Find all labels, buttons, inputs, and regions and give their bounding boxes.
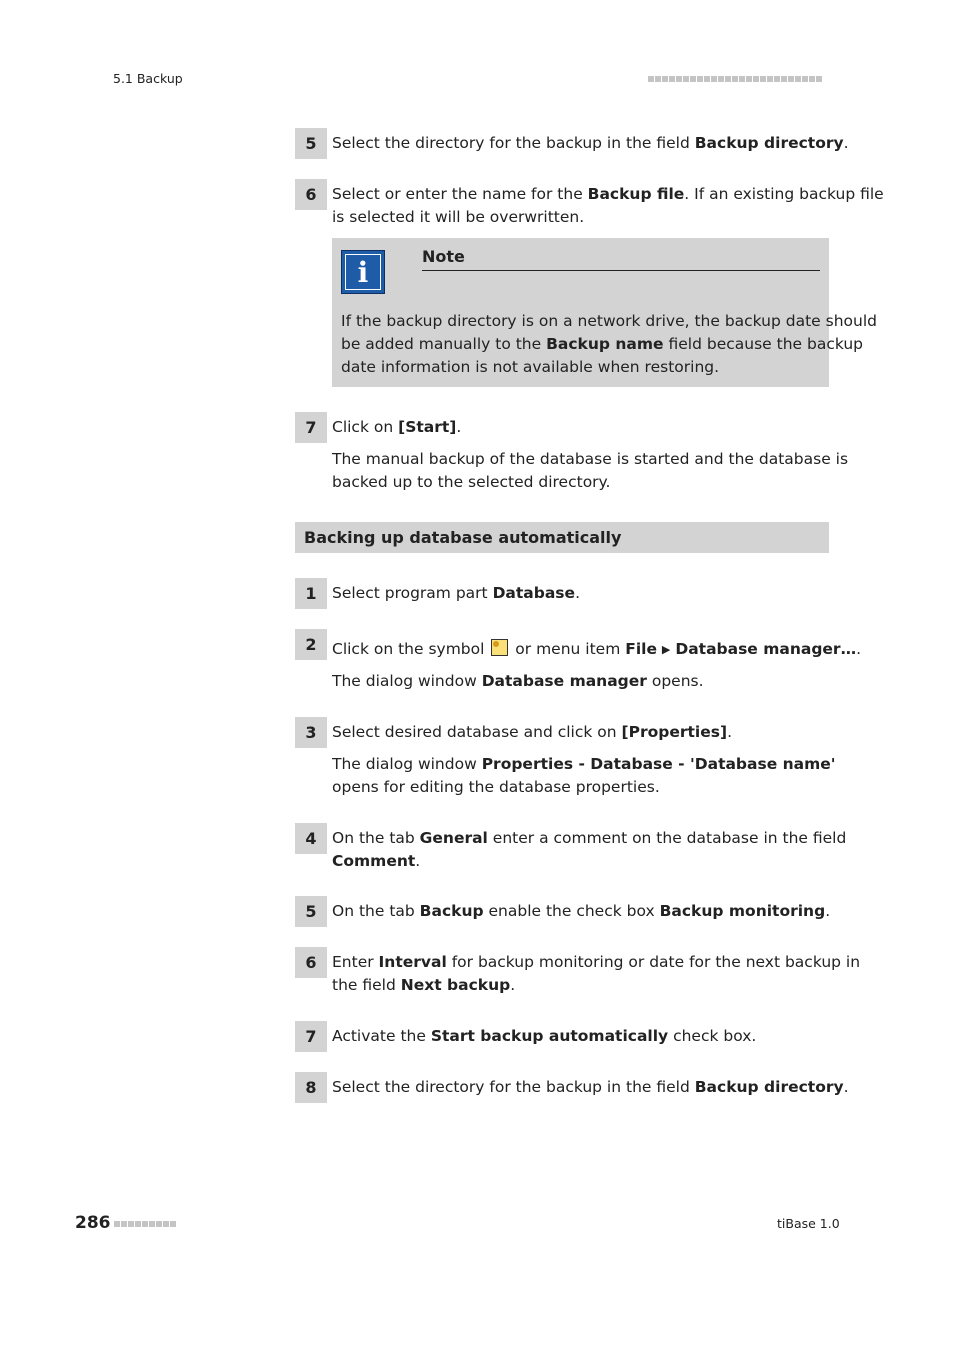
step-number: 6 bbox=[295, 947, 327, 978]
step-text: Select or enter the name for the Backup file. If an existing backup file is selected it will be overwritten. bbox=[332, 185, 884, 226]
step-number: 6 bbox=[295, 179, 327, 210]
step-number: 8 bbox=[295, 1072, 327, 1103]
menu-arrow-icon: ▶ bbox=[661, 643, 671, 656]
step-text: Enter Interval for backup monitoring or date for the next backup in the field Next backup. bbox=[332, 953, 861, 994]
step-text: Click on the symbol or menu item File ▶ Database manager…. bbox=[332, 640, 862, 658]
step-result: The manual backup of the database is started and the database is backed up to the selected directory. bbox=[332, 450, 849, 491]
product-version: tiBase 1.0 bbox=[777, 1216, 840, 1231]
database-manager-icon bbox=[491, 639, 508, 656]
info-icon: i bbox=[341, 250, 385, 294]
step-number: 3 bbox=[295, 717, 327, 748]
step-text: Select the directory for the backup in the field Backup directory. bbox=[332, 1078, 849, 1096]
header-decoration-dots bbox=[648, 76, 822, 82]
step-text: On the tab Backup enable the check box Backup monitoring. bbox=[332, 902, 831, 920]
step-text: Select desired database and click on [Properties]. bbox=[332, 723, 732, 741]
step-number: 7 bbox=[295, 412, 327, 443]
note-title: Note bbox=[422, 247, 465, 266]
step-text: On the tab General enter a comment on the database in the field Comment. bbox=[332, 829, 847, 870]
page-number: 286 bbox=[75, 1213, 111, 1233]
step-number: 5 bbox=[295, 896, 327, 927]
step-text: Click on [Start]. bbox=[332, 418, 462, 436]
step-number: 2 bbox=[295, 629, 327, 660]
note-divider bbox=[422, 270, 820, 271]
step-text: Select program part Database. bbox=[332, 584, 580, 602]
running-header-section: 5.1 Backup bbox=[113, 71, 183, 86]
step-number: 1 bbox=[295, 578, 327, 609]
section-heading: Backing up database automatically bbox=[295, 522, 829, 553]
step-number: 5 bbox=[295, 128, 327, 159]
step-result: The dialog window Properties - Database - 'Database name' opens for editing the database properties. bbox=[332, 755, 836, 796]
step-number: 4 bbox=[295, 823, 327, 854]
note-text: If the backup directory is on a network drive, the backup date should be added manually to the Backup name field because the backup date information is not available when restoring. bbox=[341, 312, 877, 376]
footer-decoration-dots bbox=[114, 1221, 176, 1227]
step-text: Select the directory for the backup in the field Backup directory. bbox=[332, 134, 849, 152]
step-number: 7 bbox=[295, 1021, 327, 1052]
step-result: The dialog window Database manager opens. bbox=[332, 672, 704, 690]
step-text: Activate the Start backup automatically check box. bbox=[332, 1027, 757, 1045]
